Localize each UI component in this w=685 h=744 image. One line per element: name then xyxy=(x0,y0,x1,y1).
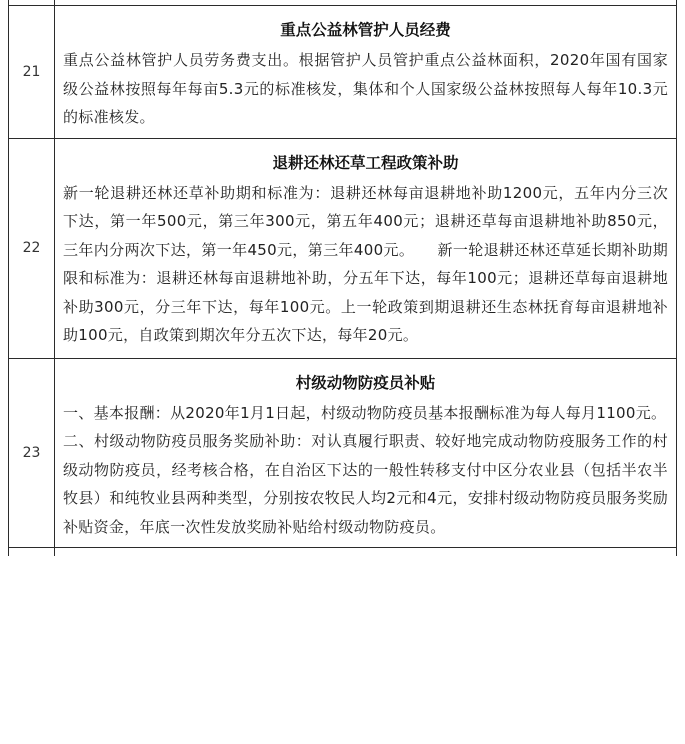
row-number-cell xyxy=(9,548,55,557)
row-number: 23 xyxy=(9,358,55,548)
row-title: 重点公益林管护人员经费 xyxy=(280,21,451,39)
content-cell xyxy=(55,358,677,548)
content-cell xyxy=(55,548,677,557)
row-paragraph: 二、村级动物防疫员服务奖励补助：对认真履行职责、较好地完成动物防疫服务工作的村级动物防疫员，经考核合格，在自治区下达的一般性转移支付中区分农业县（包括半农半牧县）和纯牧业县两种类型，分别按农牧民人均2元和4元，安排村级动物防疫员服务奖励补贴资金，年底一次性发放奖励补贴给村级动物防疫员。 xyxy=(63,432,668,536)
table-row-bottom-stub xyxy=(9,548,677,557)
table-row xyxy=(9,138,677,358)
policy-table xyxy=(8,0,677,556)
table-row xyxy=(9,6,677,139)
row-paragraph: 重点公益林管护人员劳务费支出。根据管护人员管护重点公益林面积，2020年国有国家级公益林按照每年每亩5.3元的标准核发，集体和个人国家级公益林按照每人每年10.3元的标准核发。 xyxy=(63,51,668,126)
table-row xyxy=(9,358,677,548)
row-number: 22 xyxy=(9,138,55,358)
row-paragraph: 新一轮退耕还林还草补助期和标准为：退耕还林每亩退耕地补助1200元，五年内分三次下达，第一年500元，第三年300元，第五年400元；退耕还草每亩退耕地补助850元，三年内分两次下达，第一年450元，第三年400元。 新一轮退耕还林还草延长期补助期限和标准为：退耕还林每亩退耕地补助，分五年下达，每年100元；退耕还草每亩退耕地补助300元，分三年下达，每年100元。上一轮政策到期退耕还生态林抚育每亩退耕地补助100元，自政策到期次年分五次下达，每年20元。 xyxy=(63,183,668,344)
content-cell xyxy=(55,6,677,139)
content-cell xyxy=(55,138,677,358)
row-title: 退耕还林还草工程政策补助 xyxy=(272,153,459,172)
row-title: 村级动物防疫员补贴 xyxy=(295,373,436,392)
row-paragraph: 一、基本报酬：从2020年1月1日起，村级动物防疫员基本报酬标准为每人每月1100元。 xyxy=(63,403,667,422)
row-number: 21 xyxy=(9,6,55,139)
